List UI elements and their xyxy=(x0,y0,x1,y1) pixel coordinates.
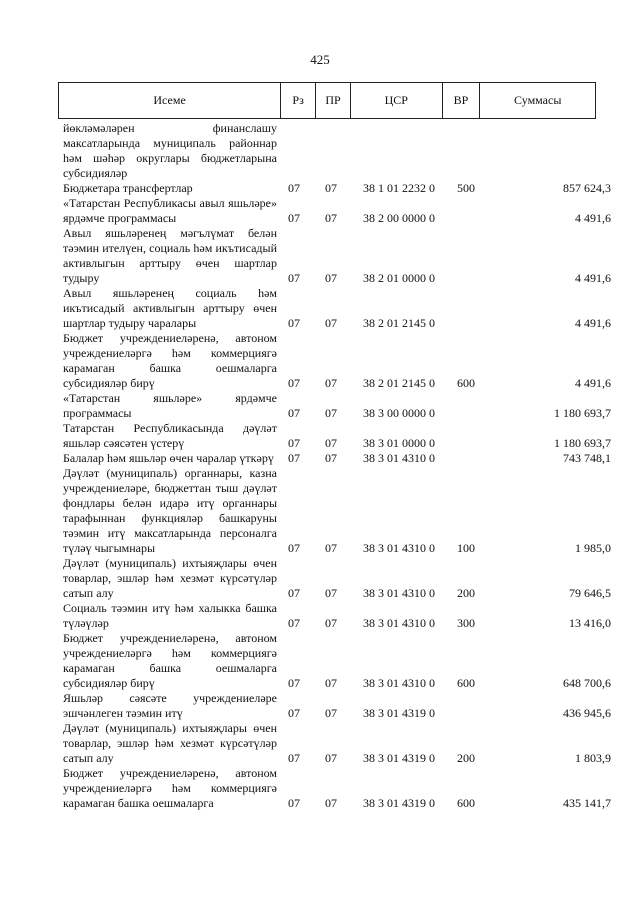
row-rz: 07 xyxy=(288,796,300,810)
row-name: Яшьләр сәясәте учреждениеләре эшчәнлеген тәэмин итү xyxy=(63,691,277,720)
row-name: Татарстан Республикасында дәүләт яшьләр сәясәтен үстерү xyxy=(63,421,277,450)
row-pr: 07 xyxy=(325,451,337,465)
row-rz: 07 xyxy=(288,181,300,195)
row-rz: 07 xyxy=(288,406,300,420)
header-csr: ЦСР xyxy=(350,83,442,118)
row-sum: 1 985,0 xyxy=(575,541,611,555)
row-csr: 38 3 01 4319 0 xyxy=(363,706,435,720)
row-vr: 300 xyxy=(457,616,475,630)
row-pr: 07 xyxy=(325,376,337,390)
row-csr: 38 1 01 2232 0 xyxy=(363,181,435,195)
row-rz: 07 xyxy=(288,751,300,765)
table-row xyxy=(0,331,640,391)
row-pr: 07 xyxy=(325,586,337,600)
row-sum: 4 491,6 xyxy=(575,271,611,285)
row-name: йөкләмәләрен финанслашу максатларында муниципаль районнар һәм шәһәр округлары бюджетларына субсидияләр xyxy=(63,121,277,180)
row-vr: 600 xyxy=(457,796,475,810)
row-vr: 600 xyxy=(457,376,475,390)
table-row xyxy=(0,226,640,286)
row-name: Бюджет учреждениеләренә, автоном учреждениеләргә һәм коммерциягә карамаган башка оешмаларга субсидияләр бирү xyxy=(63,331,277,390)
table-row xyxy=(0,121,640,181)
row-name: Авыл яшьләренең мәгълүмат белән тәэмин ителүен, социаль һәм икътисадый активлыгын арттыру өчен шартлар тудыру xyxy=(63,226,277,285)
row-csr: 38 3 01 4319 0 xyxy=(363,751,435,765)
row-rz: 07 xyxy=(288,376,300,390)
row-rz: 07 xyxy=(288,541,300,555)
table-row xyxy=(0,766,640,811)
row-csr: 38 3 01 4310 0 xyxy=(363,616,435,630)
row-sum: 79 646,5 xyxy=(569,586,611,600)
table-row xyxy=(0,466,640,556)
row-csr: 38 2 01 2145 0 xyxy=(363,376,435,390)
row-name: Балалар һәм яшьләр өчен чаралар үткәрү xyxy=(63,451,274,465)
row-sum: 743 748,1 xyxy=(563,451,611,465)
row-vr: 600 xyxy=(457,676,475,690)
row-name: Дәүләт (муниципаль) ихтыяҗлары өчен товарлар, эшләр һәм хезмәт күрсәтүләр сатып алу xyxy=(63,721,277,765)
row-pr: 07 xyxy=(325,751,337,765)
row-csr: 38 3 01 4310 0 xyxy=(363,541,435,555)
row-name: Авыл яшьләренең социаль һәм икътисадый активлыгын арттыру өчен шартлар тудыру чаралары xyxy=(63,286,277,330)
row-pr: 07 xyxy=(325,541,337,555)
row-rz: 07 xyxy=(288,436,300,450)
row-pr: 07 xyxy=(325,406,337,420)
row-rz: 07 xyxy=(288,586,300,600)
row-rz: 07 xyxy=(288,706,300,720)
page-number: 425 xyxy=(310,52,330,67)
table-row xyxy=(0,181,640,196)
header-rz: Рз xyxy=(280,83,315,118)
row-sum: 4 491,6 xyxy=(575,211,611,225)
row-name: Социаль тәэмин итү һәм халыкка башка түләүләр xyxy=(63,601,277,630)
row-csr: 38 2 01 2145 0 xyxy=(363,316,435,330)
row-rz: 07 xyxy=(288,211,300,225)
table-row xyxy=(0,631,640,691)
row-pr: 07 xyxy=(325,676,337,690)
row-sum: 435 141,7 xyxy=(563,796,611,810)
row-name: Дәүләт (муниципаль) органнары, казна учреждениеләре, бюджеттан тыш дәүләт фондлары белән идарә итү органнары тарафыннан функцияләр башкаруны тәэмин итү максатларында персоналга түләү чыгымнары xyxy=(63,466,277,555)
table-row xyxy=(0,421,640,451)
row-name: Бюджет учреждениеләренә, автоном учреждениеләргә һәм коммерциягә карамаган башка оешмаларга субсидияләр бирү xyxy=(63,631,277,690)
row-pr: 07 xyxy=(325,796,337,810)
row-csr: 38 3 01 0000 0 xyxy=(363,436,435,450)
table-row xyxy=(0,196,640,226)
row-rz: 07 xyxy=(288,676,300,690)
row-sum: 1 180 693,7 xyxy=(554,436,611,450)
row-rz: 07 xyxy=(288,316,300,330)
row-sum: 1 803,9 xyxy=(575,751,611,765)
table-row xyxy=(0,601,640,631)
row-vr: 200 xyxy=(457,586,475,600)
row-csr: 38 3 01 4319 0 xyxy=(363,796,435,810)
row-sum: 13 416,0 xyxy=(569,616,611,630)
row-pr: 07 xyxy=(325,271,337,285)
row-name: Бюджетара трансфертлар xyxy=(63,181,193,195)
row-name: «Татарстан Республикасы авыл яшьләре» ярдәмче программасы xyxy=(63,196,277,225)
header-vr: ВР xyxy=(442,83,480,118)
row-name: Бюджет учреждениеләренә, автоном учреждениеләргә һәм коммерциягә карамаган башка оешмаларга xyxy=(63,766,277,810)
row-vr: 200 xyxy=(457,751,475,765)
row-csr: 38 2 00 0000 0 xyxy=(363,211,435,225)
table-header xyxy=(58,82,596,119)
budget-table-body xyxy=(0,121,640,811)
row-name: Дәүләт (муниципаль) ихтыяҗлары өчен товарлар, эшләр һәм хезмәт күрсәтүләр сатып алу xyxy=(63,556,277,600)
row-sum: 648 700,6 xyxy=(563,676,611,690)
table-row xyxy=(0,391,640,421)
row-sum: 436 945,6 xyxy=(563,706,611,720)
row-rz: 07 xyxy=(288,616,300,630)
row-sum: 4 491,6 xyxy=(575,316,611,330)
row-pr: 07 xyxy=(325,706,337,720)
row-sum: 4 491,6 xyxy=(575,376,611,390)
row-pr: 07 xyxy=(325,181,337,195)
table-row xyxy=(0,556,640,601)
row-sum: 1 180 693,7 xyxy=(554,406,611,420)
table-row xyxy=(0,691,640,721)
row-vr: 100 xyxy=(457,541,475,555)
row-csr: 38 3 01 4310 0 xyxy=(363,451,435,465)
row-rz: 07 xyxy=(288,271,300,285)
row-csr: 38 3 01 4310 0 xyxy=(363,586,435,600)
table-row xyxy=(0,451,640,466)
row-pr: 07 xyxy=(325,316,337,330)
row-rz: 07 xyxy=(288,451,300,465)
row-csr: 38 3 01 4310 0 xyxy=(363,676,435,690)
header-sum: Суммасы xyxy=(479,83,595,118)
row-name: «Татарстан яшьләре» ярдәмче программасы xyxy=(63,391,277,420)
header-pr: ПР xyxy=(315,83,350,118)
table-row xyxy=(0,721,640,766)
row-pr: 07 xyxy=(325,211,337,225)
row-csr: 38 2 01 0000 0 xyxy=(363,271,435,285)
header-name: Исеме xyxy=(153,93,186,107)
row-vr: 500 xyxy=(457,181,475,195)
row-pr: 07 xyxy=(325,616,337,630)
row-sum: 857 624,3 xyxy=(563,181,611,195)
row-pr: 07 xyxy=(325,436,337,450)
row-csr: 38 3 00 0000 0 xyxy=(363,406,435,420)
table-row xyxy=(0,286,640,331)
